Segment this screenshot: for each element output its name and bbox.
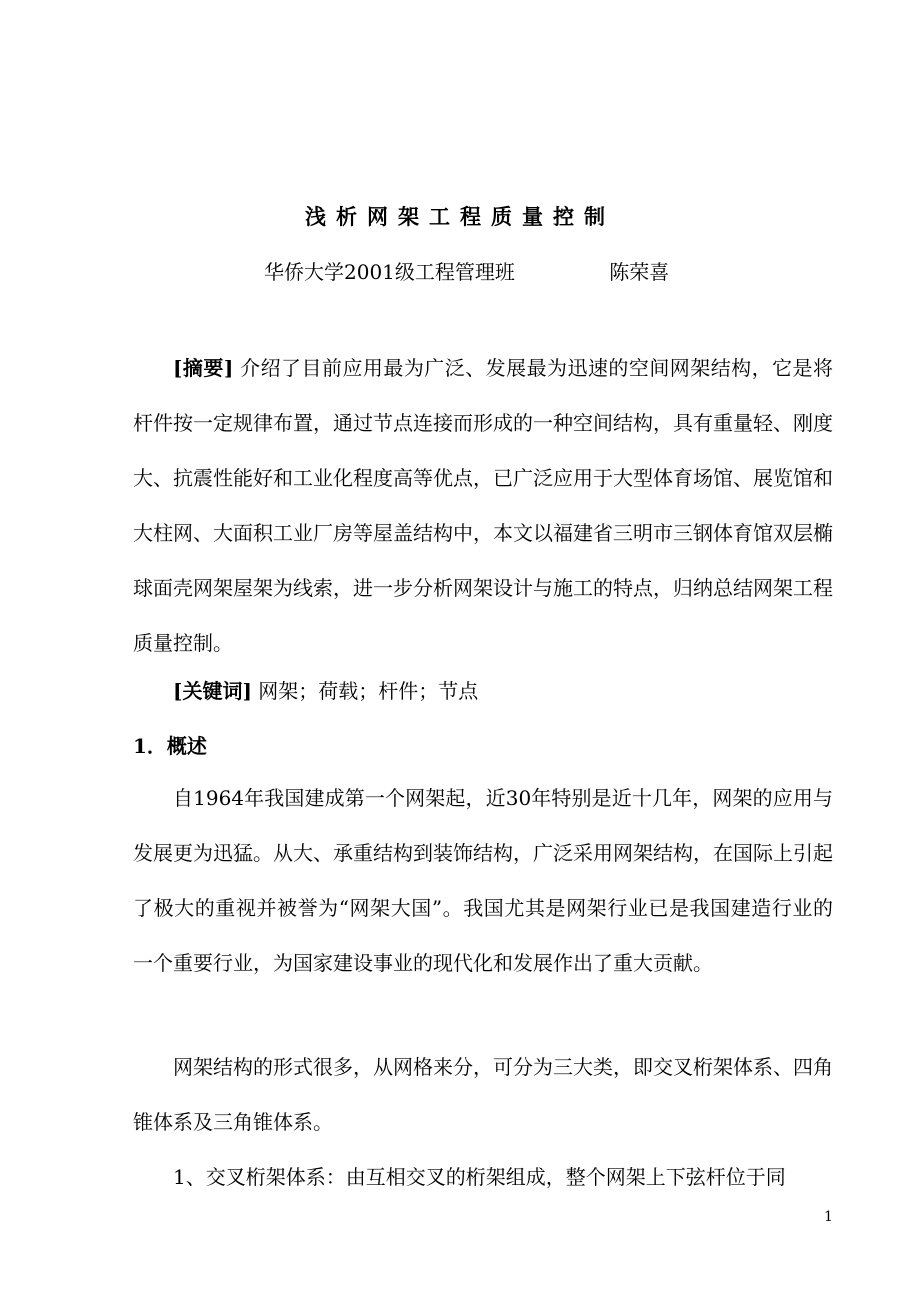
section-heading-overview: 1．概述 bbox=[133, 734, 207, 758]
overview-paragraph-1: 自1964年我国建成第一个网架起，近30年特别是近十几年，网架的应用与发展更为迅猛。从大、承重结构到装饰结构，广泛采用网架结构，在国际上引起了极大的重视并被誉为“网架大国”。我国尤其是网架行业已是我国建造行业的一个重要行业，为国家建设事业的现代化和发展作出了重大贡献。 bbox=[133, 786, 833, 975]
page-number: 1 bbox=[824, 1209, 833, 1225]
overview-paragraph-2: 网架结构的形式很多，从网格来分，可分为三大类，即交叉桁架体系、四角锥体系及三角锥体系。 bbox=[133, 1055, 833, 1134]
abstract-label: [摘要] bbox=[173, 356, 234, 380]
keywords-label: [关键词] bbox=[173, 679, 252, 703]
affiliation: 华侨大学2001级工程管理班 bbox=[264, 260, 515, 284]
overview-paragraph-3: 1、交叉桁架体系：由互相交叉的桁架组成，整个网架上下弦杆位于同 bbox=[173, 1165, 786, 1189]
author-name: 陈荣喜 bbox=[609, 260, 670, 284]
keywords-line bbox=[173, 676, 478, 706]
document-title: 浅析网架工程质量控制 bbox=[305, 204, 615, 229]
byline bbox=[264, 258, 669, 286]
keywords-text: 网架；荷载；杆件；节点 bbox=[258, 679, 479, 703]
abstract-text: 介绍了目前应用最为广泛、发展最为迅速的空间网架结构，它是将杆件按一定规律布置，通过节点连接而形成的一种空间结构，具有重量轻、刚度大、抗震性能好和工业化程度高等优点，已广泛应用于大型体育场馆、展览馆和大柱网、大面积工业厂房等屋盖结构中，本文以福建省三明市三钢体育馆双层椭球面壳网架屋架为线索，进一步分析网架设计与施工的特点，归纳总结网架工程质量控制。 bbox=[133, 356, 834, 655]
abstract-paragraph bbox=[133, 341, 833, 671]
